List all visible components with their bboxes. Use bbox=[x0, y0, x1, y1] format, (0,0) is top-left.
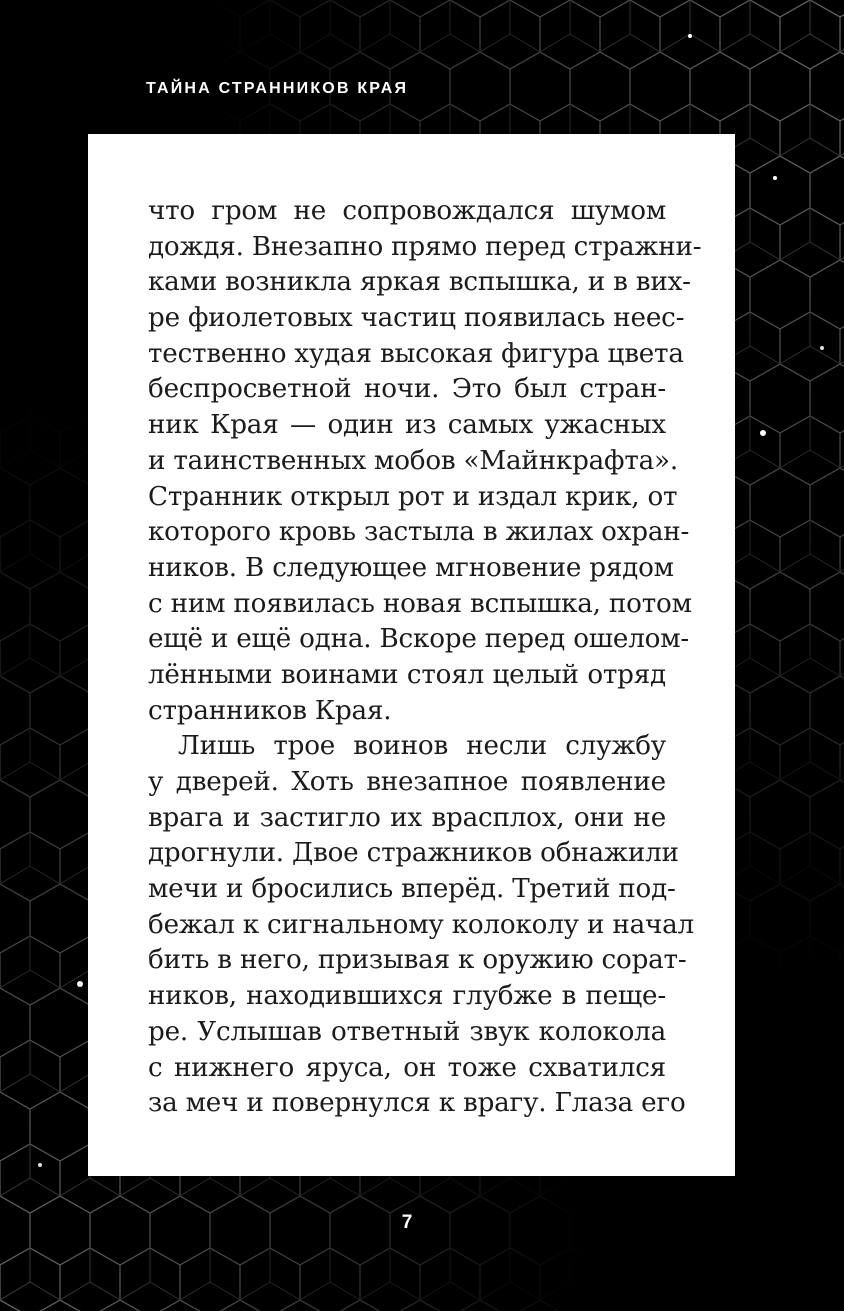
text-line: ками возникла яркая вспышка, и в вих- bbox=[148, 267, 691, 298]
text-line: что гром не сопровождался шумом bbox=[148, 196, 666, 226]
text-line: лёнными воинами стоял целый отряд bbox=[148, 659, 666, 690]
text-line: ников. В следующее мгновение рядом bbox=[148, 552, 674, 583]
text-line: ещё и ещё одна. Вскоре перед ошелом- bbox=[148, 624, 690, 655]
body-text bbox=[148, 194, 702, 1122]
text-line: бить в него, призывая к оружию сорат- bbox=[148, 945, 687, 976]
star-dot bbox=[820, 346, 824, 350]
text-line: странников Края. bbox=[148, 695, 392, 726]
text-line: бежал к сигнальному колоколу и начал bbox=[148, 909, 694, 940]
text-line: и таинственных мобов «Майнкрафта». bbox=[148, 445, 679, 476]
text-line: Лишь трое воинов несли службу bbox=[178, 731, 666, 762]
text-panel bbox=[88, 134, 735, 1176]
text-line: беспросветной ночи. Это был стран- bbox=[148, 374, 666, 405]
text-line: Странник открыл рот и издал крик, от bbox=[148, 481, 678, 512]
text-line: дождя. Внезапно прямо перед стражни- bbox=[148, 231, 702, 262]
text-line: за меч и повернулся к врагу. Глаза его bbox=[148, 1088, 686, 1119]
star-dot bbox=[38, 1163, 42, 1167]
star-dot bbox=[773, 176, 777, 180]
star-dot bbox=[760, 430, 766, 436]
text-line: дрогнули. Двое стражников обнажили bbox=[148, 838, 679, 869]
text-line: тественно худая высокая фигура цвета bbox=[148, 338, 684, 369]
text-line: у дверей. Хоть внезапное появление bbox=[148, 767, 666, 797]
text-line: ре. Услышав ответный звук колокола bbox=[148, 1016, 666, 1047]
text-line: ников, находившихся глубже в пеще- bbox=[148, 981, 666, 1012]
text-line: ре фиолетовых частиц появилась неес- bbox=[148, 303, 685, 334]
text-line: мечи и бросились вперёд. Третий под- bbox=[148, 874, 676, 905]
running-head-title: ТАЙНА СТРАННИКОВ КРАЯ bbox=[146, 80, 409, 97]
text-line: врага и застигло их врасплох, они не bbox=[148, 802, 666, 833]
page-number: 7 bbox=[401, 1212, 413, 1233]
star-dot bbox=[688, 34, 692, 38]
star-dot bbox=[77, 981, 83, 987]
text-line: ник Края — один из самых ужасных bbox=[148, 410, 666, 441]
text-line: с нижнего яруса, он тоже схватился bbox=[148, 1052, 666, 1083]
text-line: которого кровь застыла в жилах охран- bbox=[148, 517, 690, 548]
text-line: с ним появилась новая вспышка, потом bbox=[148, 588, 692, 619]
